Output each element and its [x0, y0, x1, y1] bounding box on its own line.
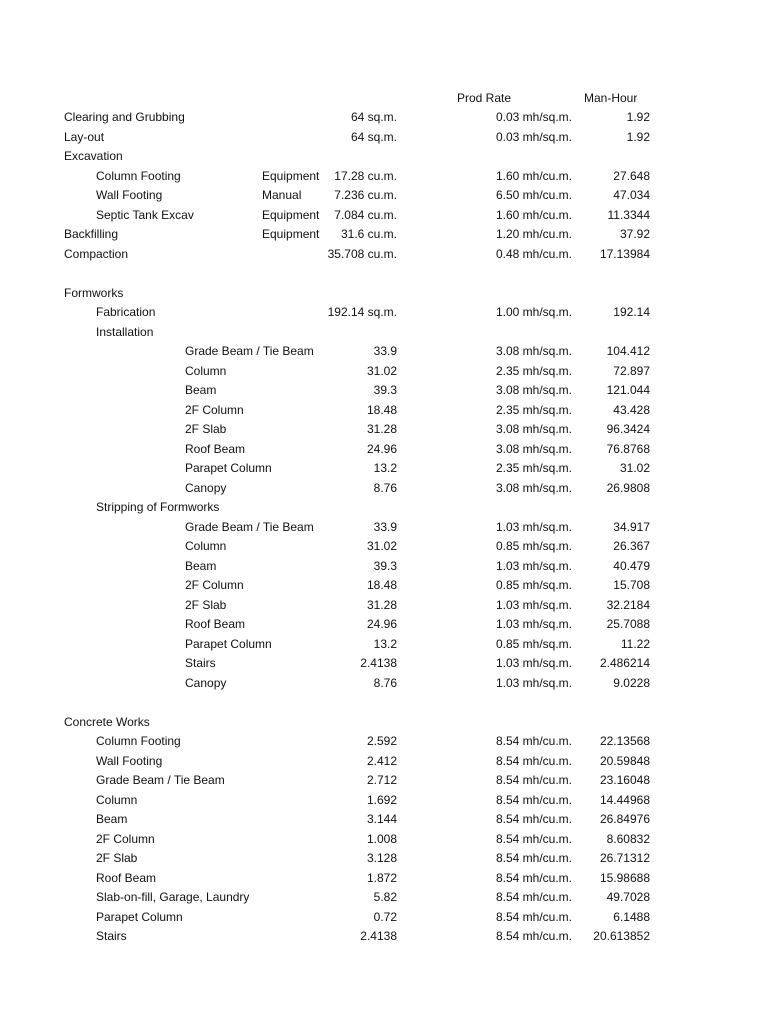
man-hour-cell: 76.8768	[606, 441, 650, 456]
quantity-cell: 39.3	[373, 558, 397, 573]
item-label: Stairs	[96, 929, 127, 943]
quantity-cell: 8.76	[373, 480, 397, 495]
prod-rate-cell: 8.54 mh/cu.m.	[495, 734, 572, 748]
table-row	[0, 323, 768, 343]
item-label: Beam	[96, 812, 128, 826]
quantity-cell: 31.6 cu.m.	[340, 227, 397, 241]
quantity-cell: 3.128	[366, 851, 397, 865]
prod-rate-cell: 6.50 mh/cu.m.	[495, 188, 572, 202]
table-row	[0, 596, 768, 616]
item-label: Parapet Column	[185, 461, 272, 475]
prod-rate-cell: 3.08 mh/sq.m.	[495, 441, 572, 456]
item-label: Backfilling	[64, 227, 119, 241]
item-label: Wall Footing	[96, 753, 163, 768]
man-hour-cell: 15.708	[613, 578, 650, 592]
prod-rate-cell: 3.08 mh/sq.m.	[495, 344, 572, 358]
item-label: Stairs	[185, 656, 216, 670]
item-label: Septic Tank Excav	[96, 207, 194, 222]
quantity-cell: 2.4138	[360, 656, 397, 670]
quantity-cell: 35.708 cu.m.	[327, 246, 397, 261]
man-hour-cell: 2.486214	[599, 656, 650, 670]
item-label: 2F Slab	[185, 597, 227, 612]
quantity-cell: 18.48	[366, 578, 397, 592]
item-label: 2F Column	[96, 831, 155, 846]
prod-rate-cell: 2.35 mh/sq.m.	[495, 402, 572, 417]
table-row	[0, 674, 768, 694]
table-row	[0, 576, 768, 596]
quantity-cell: 13.2	[373, 636, 397, 651]
item-label: Clearing and Grubbing	[64, 110, 185, 124]
man-hour-cell: 22.13568	[599, 734, 650, 748]
man-hour-cell: 1.92	[626, 110, 650, 124]
quantity-cell: 31.02	[366, 539, 397, 553]
quantity-cell: 24.96	[366, 441, 397, 456]
quantity-cell: 2.412	[366, 753, 397, 768]
item-label: Excavation	[64, 149, 123, 163]
prod-rate-cell: 1.60 mh/cu.m.	[495, 168, 572, 183]
quantity-cell: 3.144	[366, 812, 397, 826]
prod-rate-cell: 8.54 mh/cu.m.	[495, 851, 572, 865]
table-row	[0, 732, 768, 752]
table-row	[0, 245, 768, 265]
prod-rate-cell: 0.48 mh/cu.m.	[495, 246, 572, 261]
table-row	[0, 264, 768, 284]
item-label: Grade Beam / Tie Beam	[96, 773, 225, 787]
prod-rate-cell: 8.54 mh/cu.m.	[495, 792, 572, 807]
item-label: Slab-on-fill, Garage, Laundry	[96, 890, 250, 904]
prod-rate-cell: 1.03 mh/sq.m.	[495, 597, 572, 612]
header-prod-rate: Prod Rate	[457, 91, 512, 105]
prod-rate-cell: 0.03 mh/sq.m.	[495, 129, 572, 144]
table-row	[0, 459, 768, 479]
man-hour-cell: 1.92	[626, 129, 650, 144]
prod-rate-cell: 0.85 mh/sq.m.	[495, 539, 572, 553]
man-hour-cell: 43.428	[613, 402, 650, 417]
item-label: Lay-out	[64, 129, 105, 144]
prod-rate-cell: 8.54 mh/cu.m.	[495, 890, 572, 904]
man-hour-cell: 26.9808	[606, 480, 650, 495]
prod-rate-cell: 8.54 mh/cu.m.	[495, 831, 572, 846]
prod-rate-cell: 8.54 mh/cu.m.	[495, 812, 572, 826]
item-label: Column	[185, 363, 227, 378]
item-label: Wall Footing	[96, 188, 163, 202]
item-label: Column	[96, 792, 138, 807]
table-row	[0, 206, 768, 226]
quantity-cell: 0.72	[373, 909, 397, 924]
item-label: Beam	[185, 383, 217, 397]
man-hour-cell: 47.034	[613, 188, 650, 202]
man-hour-cell: 26.367	[613, 539, 650, 553]
item-label: Column	[185, 539, 227, 553]
quantity-cell: 1.692	[366, 792, 397, 807]
method-cell: Equipment	[262, 168, 320, 183]
quantity-cell: 39.3	[373, 383, 397, 397]
item-label: Installation	[96, 324, 154, 339]
prod-rate-cell: 8.54 mh/cu.m.	[495, 870, 572, 885]
table-row	[0, 167, 768, 187]
quantity-cell: 7.236 cu.m.	[334, 188, 397, 202]
quantity-cell: 24.96	[366, 617, 397, 631]
man-hour-cell: 14.44968	[599, 792, 650, 807]
man-hour-cell: 121.044	[606, 383, 650, 397]
quantity-cell: 18.48	[366, 402, 397, 417]
quantity-cell: 64 sq.m.	[350, 110, 397, 124]
prod-rate-cell: 0.85 mh/sq.m.	[495, 636, 572, 651]
item-label: Grade Beam / Tie Beam	[185, 519, 314, 534]
item-label: Compaction	[64, 246, 129, 261]
table-row	[0, 849, 768, 869]
man-hour-cell: 34.917	[613, 519, 650, 534]
man-hour-cell: 11.3344	[607, 207, 650, 222]
item-label: 2F Column	[185, 578, 244, 592]
man-hour-cell: 26.84976	[599, 812, 650, 826]
table-row	[0, 362, 768, 382]
prod-rate-cell: 1.03 mh/sq.m.	[495, 675, 572, 690]
prod-rate-cell: 2.35 mh/sq.m.	[495, 461, 572, 475]
prod-rate-cell: 3.08 mh/sq.m.	[495, 422, 572, 436]
table-row	[0, 186, 768, 206]
item-label: Beam	[185, 558, 217, 573]
man-hour-cell: 20.59848	[599, 753, 650, 768]
man-hour-cell: 104.412	[606, 344, 650, 358]
prod-rate-cell: 1.60 mh/cu.m.	[495, 207, 572, 222]
table-row	[0, 830, 768, 850]
man-hour-cell: 37.92	[619, 227, 650, 241]
man-hour-cell: 40.479	[613, 558, 650, 573]
quantity-cell: 192.14 sq.m.	[327, 305, 397, 319]
quantity-cell: 1.008	[366, 831, 397, 846]
quantity-cell: 17.28 cu.m.	[334, 168, 397, 183]
table-row	[0, 381, 768, 401]
quantity-cell: 5.82	[373, 890, 397, 904]
table-row	[0, 420, 768, 440]
man-hour-cell: 192.14	[613, 305, 650, 319]
table-row	[0, 128, 768, 148]
table-row	[0, 635, 768, 655]
man-hour-cell: 72.897	[613, 363, 650, 378]
item-label: Column Footing	[96, 168, 181, 183]
table-row	[0, 498, 768, 518]
header-man-hour: Man-Hour	[584, 91, 638, 105]
prod-rate-cell: 1.03 mh/sq.m.	[495, 656, 572, 670]
man-hour-cell: 27.648	[613, 168, 650, 183]
table-row	[0, 752, 768, 772]
man-hour-cell: 8.60832	[606, 831, 650, 846]
table-row	[0, 888, 768, 908]
item-label: Concrete Works	[64, 714, 150, 729]
table-row	[0, 440, 768, 460]
quantity-cell: 31.28	[366, 597, 397, 612]
table-row	[0, 401, 768, 421]
prod-rate-cell: 1.03 mh/sq.m.	[495, 519, 572, 534]
man-hour-cell: 6.1488	[613, 909, 650, 924]
table-row	[0, 147, 768, 167]
table-row	[0, 537, 768, 557]
table-row	[0, 479, 768, 499]
prod-rate-cell: 3.08 mh/sq.m.	[495, 480, 572, 495]
man-hour-cell: 23.16048	[599, 773, 650, 787]
table-row	[0, 810, 768, 830]
man-hour-cell: 20.613852	[593, 929, 650, 943]
prod-rate-cell: 1.00 mh/sq.m.	[495, 305, 572, 319]
item-label: Column Footing	[96, 734, 181, 748]
man-hour-cell: 31.02	[619, 461, 650, 475]
prod-rate-cell: 8.54 mh/cu.m.	[495, 773, 572, 787]
table-row	[0, 342, 768, 362]
man-hour-cell: 96.3424	[606, 422, 650, 436]
item-label: Parapet Column	[96, 909, 183, 924]
item-label: Fabrication	[96, 305, 156, 319]
prod-rate-cell: 3.08 mh/sq.m.	[495, 383, 572, 397]
man-hour-cell: 9.0228	[613, 675, 650, 690]
item-label: Roof Beam	[185, 617, 246, 631]
man-hour-cell: 32.2184	[606, 597, 650, 612]
item-label: Stripping of Formworks	[96, 500, 220, 514]
quantity-cell: 64 sq.m.	[350, 129, 397, 144]
man-hour-cell: 17.13984	[599, 246, 650, 261]
quantity-cell: 7.084 cu.m.	[334, 207, 397, 222]
prod-rate-cell: 8.54 mh/cu.m.	[495, 753, 572, 768]
item-label: Roof Beam	[185, 441, 246, 456]
prod-rate-cell: 1.20 mh/cu.m.	[495, 227, 572, 241]
prod-rate-cell: 2.35 mh/sq.m.	[495, 363, 572, 378]
quantity-cell: 8.76	[373, 675, 397, 690]
table-row	[0, 869, 768, 889]
table-row	[0, 654, 768, 674]
method-cell: Manual	[262, 188, 302, 202]
man-hour-cell: 25.7088	[606, 617, 650, 631]
quantity-cell: 31.02	[366, 363, 397, 378]
item-label: 2F Slab	[185, 422, 227, 436]
table-row	[0, 927, 768, 947]
prod-rate-cell: 0.03 mh/sq.m.	[495, 110, 572, 124]
quantity-cell: 2.712	[366, 773, 397, 787]
table-row	[0, 225, 768, 245]
method-cell: Equipment	[262, 227, 320, 241]
prod-rate-cell: 8.54 mh/cu.m.	[495, 909, 572, 924]
prod-rate-cell: 1.03 mh/sq.m.	[495, 558, 572, 573]
man-hour-cell: 15.98688	[599, 870, 650, 885]
quantity-cell: 2.4138	[360, 929, 397, 943]
table-row	[0, 615, 768, 635]
quantity-cell: 33.9	[373, 344, 397, 358]
quantity-cell: 31.28	[366, 422, 397, 436]
man-hour-cell: 11.22	[620, 636, 650, 651]
item-label: Formworks	[64, 285, 124, 300]
item-label: Parapet Column	[185, 636, 272, 651]
table-row	[0, 557, 768, 577]
method-cell: Equipment	[262, 207, 320, 222]
item-label: Roof Beam	[96, 870, 157, 885]
quantity-cell: 33.9	[373, 519, 397, 534]
table-row	[0, 518, 768, 538]
quantity-cell: 1.872	[366, 870, 397, 885]
table-row	[0, 908, 768, 928]
man-hour-cell: 49.7028	[606, 890, 650, 904]
quantity-cell: 2.592	[366, 734, 397, 748]
prod-rate-cell: 1.03 mh/sq.m.	[495, 617, 572, 631]
prod-rate-cell: 0.85 mh/sq.m.	[495, 578, 572, 592]
table-row	[0, 791, 768, 811]
item-label: Canopy	[185, 480, 227, 495]
table-row	[0, 693, 768, 713]
item-label: 2F Slab	[96, 851, 138, 865]
table-row	[0, 284, 768, 304]
table-row	[0, 303, 768, 323]
table-row	[0, 771, 768, 791]
item-label: 2F Column	[185, 402, 244, 417]
table-row	[0, 713, 768, 733]
man-hour-cell: 26.71312	[599, 851, 650, 865]
item-label: Grade Beam / Tie Beam	[185, 344, 314, 358]
prod-rate-cell: 8.54 mh/cu.m.	[495, 929, 572, 943]
item-label: Canopy	[185, 675, 227, 690]
quantity-cell: 13.2	[373, 461, 397, 475]
table-row	[0, 108, 768, 128]
